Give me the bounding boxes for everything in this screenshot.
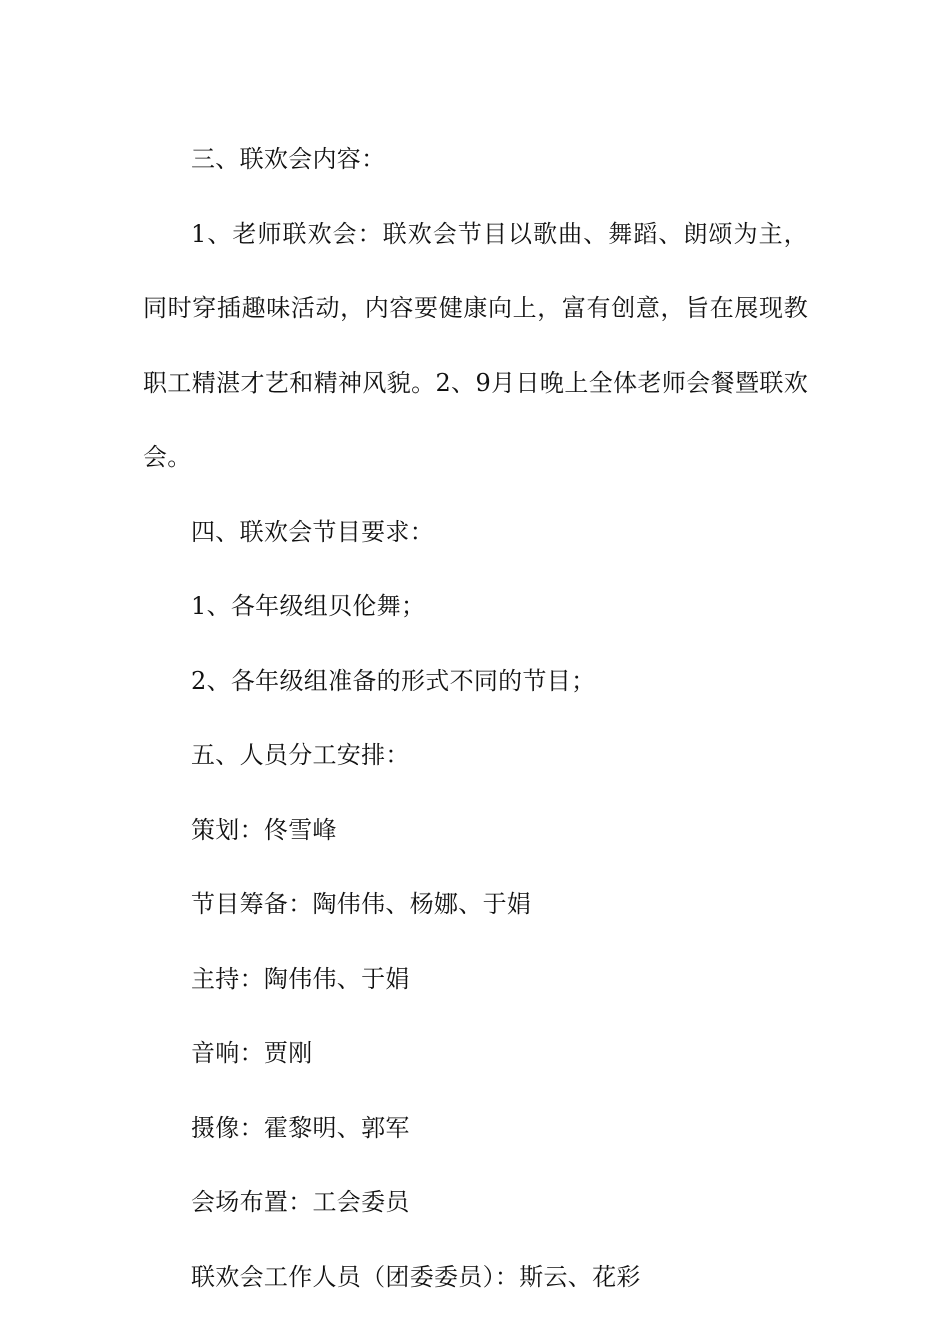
list-item: 1、各年级组贝伦舞；: [191, 592, 426, 620]
role-line: 音响：贾刚: [191, 1039, 313, 1067]
document-body: [143, 122, 808, 1314]
role-line: 联欢会工作人员（团委委员）：斯云、花彩: [191, 1262, 641, 1291]
section-heading: 五、人员分工安排：: [191, 741, 410, 769]
section-heading: 三、联欢会内容：: [191, 145, 386, 173]
role-line: 节目筹备：陶伟伟、杨娜、于娟: [191, 890, 532, 918]
list-item: 2、各年级组准备的形式不同的节目；: [191, 666, 596, 695]
role-line: 会场布置：工会委员: [191, 1188, 410, 1216]
paragraph: 1、老师联欢会：联欢会节目以歌曲、舞蹈、朗颂为主，同时穿插趣味活动，内容要健康向上，富有创意，旨在展现教职工精湛才艺和精神风貌。2、9月日晚上全体老师会餐暨联欢会。: [143, 219, 808, 471]
section-heading: 四、联欢会节目要求：: [191, 517, 434, 546]
role-line: 主持：陶伟伟、于娟: [191, 964, 410, 993]
role-line: 摄像：霍黎明、郭军: [191, 1113, 410, 1142]
role-line: 策划：佟雪峰: [191, 815, 337, 844]
